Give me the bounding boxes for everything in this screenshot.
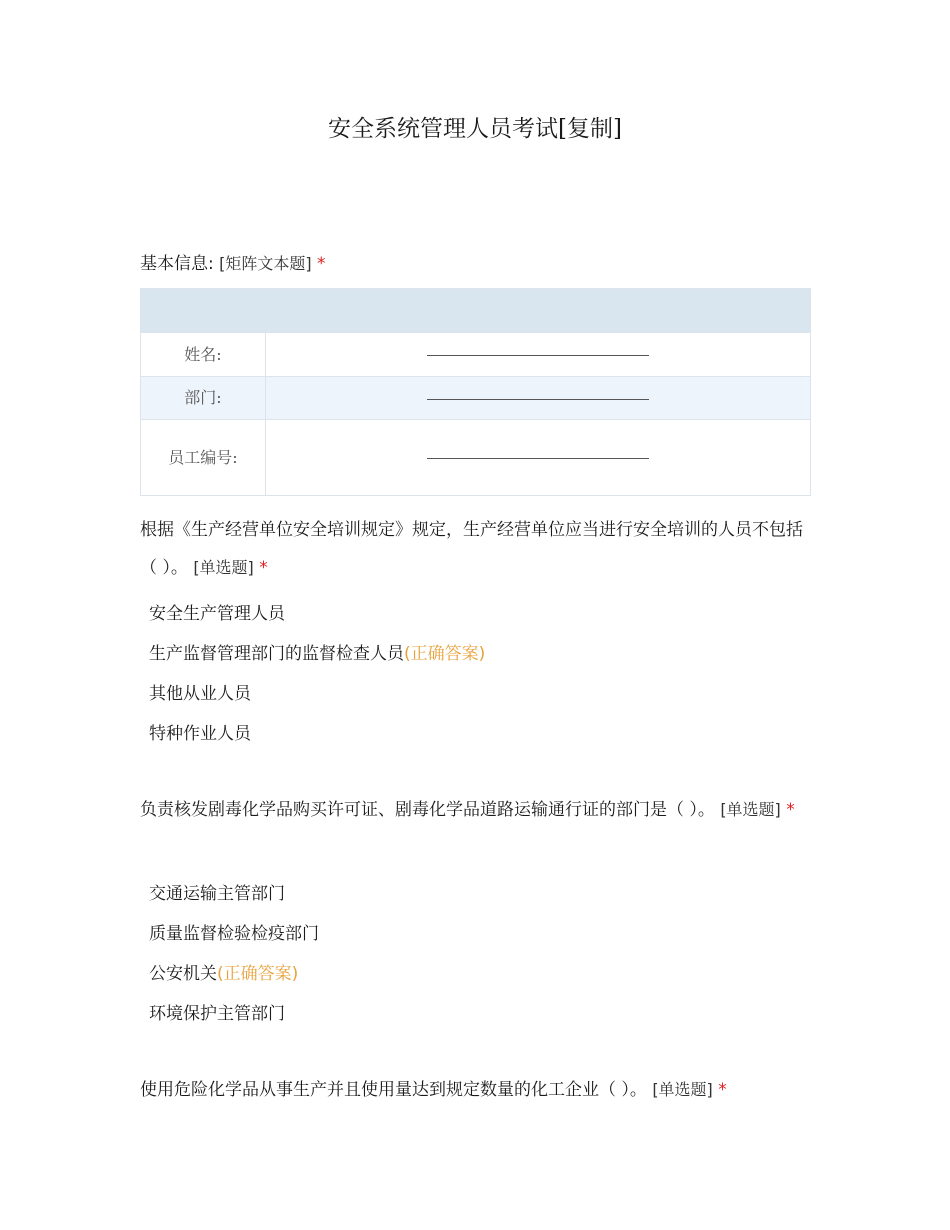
correct-answer-label: (正确答案) xyxy=(217,964,299,984)
option-item[interactable] xyxy=(149,602,285,626)
matrix-row-label: 部门: xyxy=(141,377,266,420)
department-input[interactable] xyxy=(266,377,811,420)
question-1 xyxy=(140,511,812,587)
option-label: 生产监督管理部门的监督检查人员 xyxy=(149,644,404,664)
matrix-header-cell xyxy=(141,289,266,333)
required-mark: * xyxy=(317,254,326,274)
question-2 xyxy=(140,791,812,829)
option-label: 特种作业人员 xyxy=(149,724,251,744)
input-underline xyxy=(427,355,649,356)
name-input[interactable] xyxy=(266,333,811,377)
question-type-tag: [单选题] xyxy=(720,800,781,819)
question-type-tag: [矩阵文本题] xyxy=(219,254,312,273)
required-mark: * xyxy=(259,558,268,578)
required-mark: * xyxy=(786,800,795,820)
question-type-tag: [单选题] xyxy=(652,1080,713,1099)
matrix-row xyxy=(141,420,811,496)
option-item[interactable] xyxy=(149,642,485,666)
question-text: 负责核发剧毒化学品购买许可证、剧毒化学品道路运输通行证的部门是（ ）。 xyxy=(140,800,715,820)
option-label: 安全生产管理人员 xyxy=(149,604,285,624)
option-item[interactable] xyxy=(149,682,251,706)
question-text: 根据《生产经营单位安全培训规定》规定，生产经营单位应当进行安全培训的人员不包括（ ）。 xyxy=(140,520,803,578)
option-item[interactable] xyxy=(149,722,251,746)
question-text: 使用危险化学品从事生产并且使用量达到规定数量的化工企业（ ）。 xyxy=(140,1080,647,1100)
matrix-header-cell xyxy=(266,289,811,333)
option-item[interactable] xyxy=(149,1002,285,1026)
matrix-row-label: 姓名: xyxy=(141,333,266,377)
option-item[interactable] xyxy=(149,882,285,906)
question-basic-info xyxy=(140,245,812,283)
option-label: 其他从业人员 xyxy=(149,684,251,704)
option-label: 交通运输主管部门 xyxy=(149,884,285,904)
input-underline xyxy=(427,399,649,400)
correct-answer-label: (正确答案) xyxy=(404,644,486,664)
option-label: 公安机关 xyxy=(149,964,217,984)
option-item[interactable] xyxy=(149,962,298,986)
matrix-row xyxy=(141,333,811,377)
option-label: 质量监督检验检疫部门 xyxy=(149,924,319,944)
question-text: 基本信息: xyxy=(140,254,214,274)
option-item[interactable] xyxy=(149,922,319,946)
page-title: 安全系统管理人员考试[复制] xyxy=(328,116,622,142)
basic-info-matrix xyxy=(140,288,811,496)
required-mark: * xyxy=(718,1080,727,1100)
matrix-row xyxy=(141,377,811,420)
matrix-row-label: 员工编号: xyxy=(141,420,266,496)
matrix-header-row xyxy=(141,289,811,333)
employee-id-input[interactable] xyxy=(266,420,811,496)
input-underline xyxy=(427,458,649,459)
question-3 xyxy=(140,1071,812,1109)
option-label: 环境保护主管部门 xyxy=(149,1004,285,1024)
question-type-tag: [单选题] xyxy=(193,558,254,577)
